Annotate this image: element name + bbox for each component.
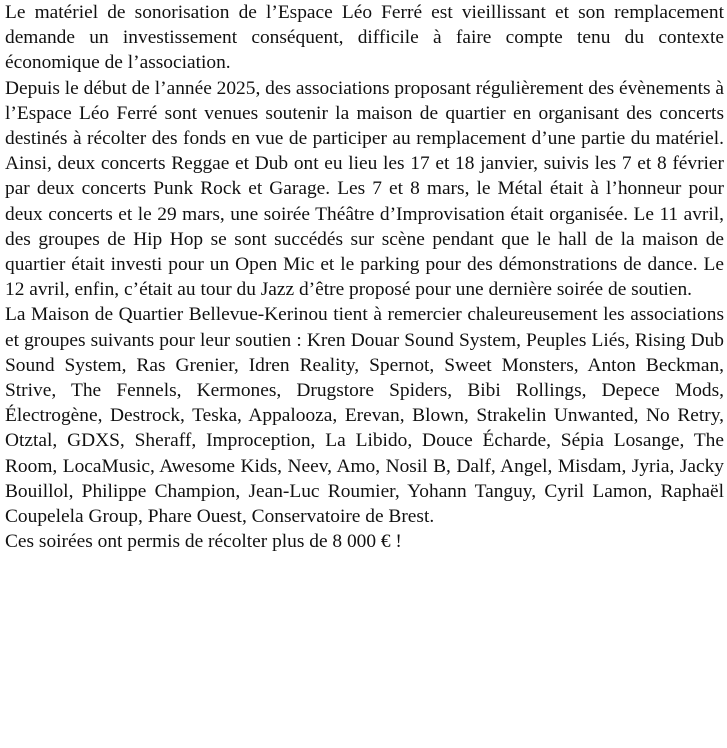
paragraph-equipment: Le matériel de sonorisation de l’Espace Léo Ferré est vieillissant et son remplacement demande un investissement conséquent, difficile à faire compte tenu du contexte économique de l’association.: [5, 2, 724, 74]
paragraph-thanks: La Maison de Quartier Bellevue-Kerinou tient à remercier chaleureusement les associations et groupes suivants pour leur soutien : Kren Douar Sound System, Peuples Liés, Rising Dub Sound System, Ras Grenier, Idren Reality, Spernot, Sweet Monsters, Anton Beckman, Strive, The Fennels, Kermones, Drugstore Spiders, Bibi Rollings, Depece Mods, Électrogène, Destrock, Teska, Appalooza, Erevan, Blown, Strakelin Unwanted, No Retry, Otztal, GDXS, Sheraff, Improception, La Libido, Douce Écharde, Sépia Losange, The Room, LocaMusic, Awesome Kids, Neev, Amo, Nosil B, Dalf, Angel, Misdam, Jyria, Jacky Bouillol, Philippe Champion, Jean-Luc Roumier, Yohann Tanguy, Cyril Lamon, Raphaël Coupelela Group, Phare Ouest, Conservatoire de Brest.: [5, 304, 724, 528]
paragraph-total-raised: Ces soirées ont permis de récolter plus de 8 000 € !: [5, 531, 402, 553]
paragraph-concerts: Depuis le début de l’année 2025, des associations proposant régulièrement des évènements à l’Espace Léo Ferré sont venues soutenir la maison de quartier en organisant des concerts destinés à récolter des fonds en vue de participer au remplacement d’une partie du matériel. Ainsi, deux concerts Reggae et Dub ont eu lieu les 17 et 18 janvier, suivis les 7 et 8 février par deux concerts Punk Rock et Garage. Les 7 et 8 mars, le Métal était à l’honneur pour deux concerts et le 29 mars, une soirée Théâtre d’Improvisation était organisée. Le 11 avril, des groupes de Hip Hop se sont succédés sur scène pendant que le hall de la maison de quartier était investi pour un Open Mic et le parking pour des démonstrations de dance. Le 12 avril, enfin, c’était au tour du Jazz d’être proposé pour une dernière soirée de soutien.: [5, 77, 724, 301]
